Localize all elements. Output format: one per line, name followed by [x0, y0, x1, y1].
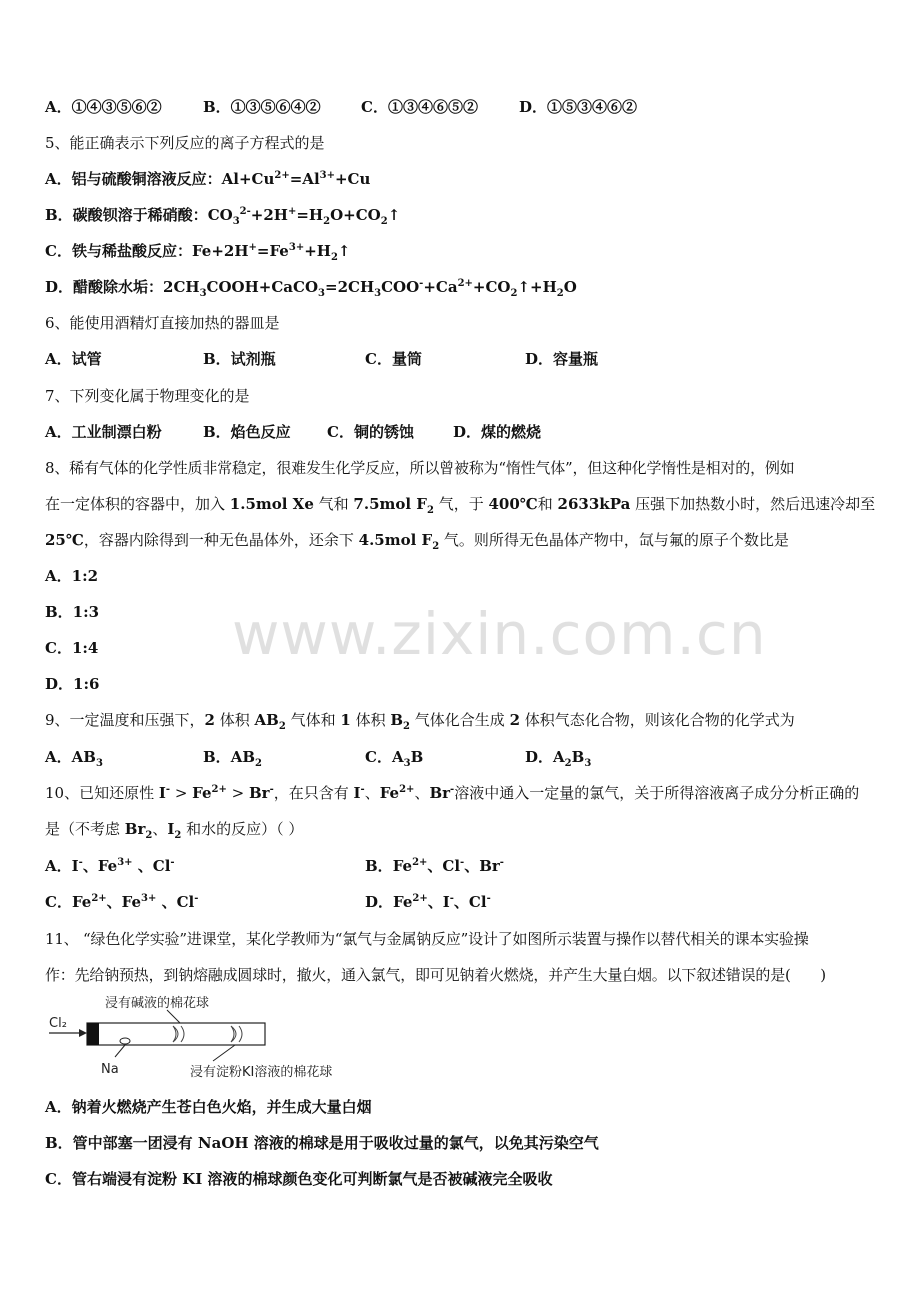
q5-a-label: A．铝与硫酸铜溶液反应： — [45, 170, 222, 188]
q4-option-a: A．①④③⑤⑥② — [45, 98, 162, 116]
q5-c-label: C．铁与稀盐酸反应： — [45, 242, 192, 260]
q8-option-a: A．1:2 — [45, 567, 99, 585]
q7-option-a: A．工业制漂白粉 — [45, 423, 162, 441]
q9-a-label: A． — [45, 748, 72, 766]
q8-stem-line2: 在一定体积的容器中，加入 1.5mol Xe 气和 7.5mol $F_2$ 气，于 400℃和 2633kPa 压强下加热数小时，然后迅速冷却至 — [45, 495, 876, 516]
q9-option-d: D．$A_2B_3$ — [525, 748, 592, 769]
q6-option-d: D．容量瓶 — [525, 350, 599, 368]
fig-cotton-ball-2 — [231, 1026, 242, 1042]
q9-option-c: C．$A_3B$ — [365, 748, 424, 769]
q7-stem: 7、下列变化属于物理变化的是 — [45, 387, 250, 405]
q8-option-c: C．1:4 — [45, 639, 99, 657]
fig-leader-bottom — [213, 1045, 235, 1061]
q9-option-a: A．$AB_3$ — [45, 748, 103, 769]
q5-option-d: D．醋酸除水垢：$2CH_3COOH+CaCO_3=2CH_3COO^-+Ca^{2+}+CO_2↑+H_2O$ — [45, 278, 577, 299]
q8-stem-line3: 25℃，容器内除得到一种无色晶体外，还余下 4.5mol $F_2$ 气。则所得无色晶体产物中，氙与氟的原子个数比是 — [45, 531, 789, 552]
fig-arrowhead — [79, 1029, 87, 1037]
fig-sodium — [120, 1038, 130, 1044]
q10-c-label: C． — [45, 893, 72, 911]
q5-option-a: A．铝与硫酸铜溶液反应：$Al+Cu^{2+}=Al^{3+}+Cu$ — [45, 170, 371, 188]
q11-option-a: A．钠着火燃烧产生苍白色火焰，并生成大量白烟 — [45, 1098, 372, 1116]
q10-d-label: D． — [365, 893, 394, 911]
q8-option-d: D．1:6 — [45, 675, 100, 693]
q7-option-b: B．焰色反应 — [203, 423, 291, 441]
q10-option-d: D．$Fe^{2+}$、I-、Cl- — [365, 893, 491, 911]
q4-option-b: B．①③⑤⑥④② — [203, 98, 321, 116]
fig-stopper — [87, 1023, 99, 1045]
q5-d-label: D．醋酸除水垢： — [45, 278, 164, 296]
q10-option-a: A．I-、$Fe^{3+}$ 、Cl- — [45, 857, 175, 875]
fig-label-na: Na — [101, 1062, 119, 1077]
watermark: www.zixin.com.cn — [232, 600, 767, 668]
q9-c-label: C． — [365, 748, 392, 766]
q10-option-b: B．$Fe^{2+}$、Cl-、Br- — [365, 857, 504, 875]
fig-label-cl2: Cl₂ — [49, 1016, 67, 1031]
q11-stem-line1: 11、 “绿色化学实验”进课堂，某化学教师为“氯气与金属钠反应”设计了如图所示装置与操作以替代相关的课本实验操 — [45, 930, 809, 948]
q5-option-c: C．铁与稀盐酸反应：$Fe+2H^+=Fe^{3+}+H_2↑$ — [45, 242, 351, 263]
q10-stem-line2: 是（不考虑 $Br_2$、$I_2$ 和水的反应）（ ） — [45, 820, 304, 841]
q5-option-b: B．碳酸钡溶于稀硝酸：$CO_3^{2-}+2H^+=H_2O+CO_2↑$ — [45, 206, 401, 227]
q9-b-label: B． — [203, 748, 231, 766]
q6-stem: 6、能使用酒精灯直接加热的器皿是 — [45, 314, 280, 332]
q10-stem-line1: 10、已知还原性 $I^- > Fe^{2+} > Br^-$，在只含有 I-、$Fe^{2+}$、Br-溶液中通入一定量的氯气，关于所得溶液离子成分分析正确的 — [45, 784, 860, 802]
q11-stem-line2: 作：先给钠预热，到钠熔融成圆球时，撤火，通入氯气，即可见钠着火燃烧，并产生大量白烟。以下叙述错误的是( ) — [45, 966, 826, 984]
q9-d-label: D． — [525, 748, 554, 766]
q10-a-label: A． — [45, 857, 72, 875]
q10-option-c: C．$Fe^{2+}$、$Fe^{3+}$ 、Cl- — [45, 893, 199, 911]
q9-stem: 9、一定温度和压强下，2 体积 $AB_2$ 气体和 1 体积 $B_2$ 气体化合生成 2 体积气态化合物，则该化合物的化学式为 — [45, 711, 795, 732]
q8-option-b: B．1:3 — [45, 603, 100, 621]
q9-option-b: B．$AB_2$ — [203, 748, 262, 769]
q6-option-b: B．试剂瓶 — [203, 350, 276, 368]
q6-option-a: A．试管 — [45, 350, 102, 368]
q5-stem: 5、能正确表示下列反应的离子方程式的是 — [45, 134, 325, 152]
fig-cotton-ball-1 — [173, 1026, 184, 1042]
q5-b-label: B．碳酸钡溶于稀硝酸： — [45, 206, 208, 224]
q7-option-d: D．煤的燃烧 — [453, 423, 542, 441]
q11-option-b: B．管中部塞一团浸有 NaOH 溶液的棉球是用于吸收过量的氯气，以免其污染空气 — [45, 1134, 599, 1152]
q10-b-label: B． — [365, 857, 393, 875]
fig-leader-na — [115, 1045, 125, 1057]
q6-option-c: C．量筒 — [365, 350, 422, 368]
q8-stem-line1: 8、稀有气体的化学性质非常稳定，很难发生化学反应，所以曾被称为“惰性气体”，但这种化学惰性是相对的，例如 — [45, 459, 795, 477]
q7-option-c: C．铜的锈蚀 — [327, 423, 414, 441]
q4-option-c: C．①③④⑥⑤② — [361, 98, 478, 116]
fig-leader-top — [167, 1010, 180, 1023]
q11-option-c: C．管右端浸有淀粉 KI 溶液的棉球颜色变化可判断氯气是否被碱液完全吸收 — [45, 1170, 553, 1188]
fig-label-top: 浸有碱液的棉花球 — [105, 996, 210, 1011]
q4-option-d: D．①⑤③④⑥② — [519, 98, 638, 116]
fig-label-bottom: 浸有淀粉KI溶液的棉花球 — [190, 1065, 333, 1080]
